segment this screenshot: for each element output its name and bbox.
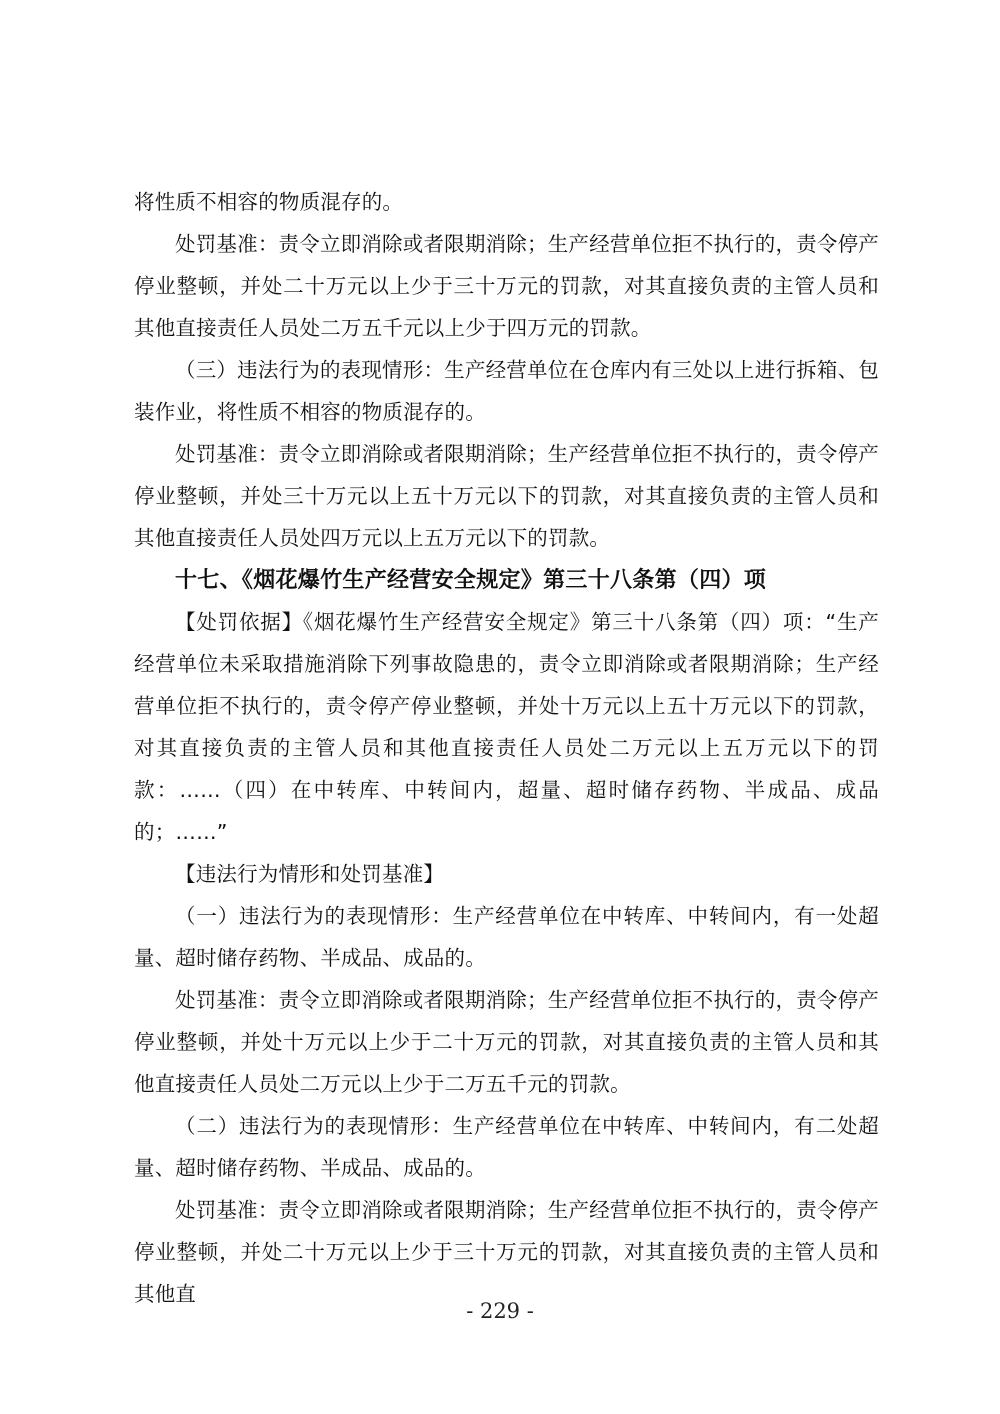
- paragraph-violation-case-3: （三）违法行为的表现情形：生产经营单位在仓库内有三处以上进行拆箱、包装作业，将性质不相容的物质混存的。: [134, 358, 879, 424]
- paragraph-subheading: 【违法行为情形和处罚基准】: [175, 862, 445, 886]
- paragraph-penalty-standard: 处罚基准：责令立即消除或者限期消除；生产经营单位拒不执行的，责令停产停业整顿，并处十万元以上少于二十万元的罚款，对其直接负责的主管人员和其他直接责任人员处二万元以上少于二万五千元的罚款。: [134, 988, 879, 1096]
- page-number: - 229 -: [466, 1299, 534, 1323]
- paragraph-penalty-standard: 处罚基准：责令立即消除或者限期消除；生产经营单位拒不执行的，责令停产停业整顿，并处三十万元以上五十万元以下的罚款，对其直接负责的主管人员和其他直接责任人员处四万元以上五万元以下的罚款。: [134, 442, 879, 550]
- page-body: [134, 181, 879, 1315]
- paragraph-violation-case-1: （一）违法行为的表现情形：生产经营单位在中转库、中转间内，有一处超量、超时储存药物、半成品、成品的。: [134, 904, 879, 970]
- paragraph-violation-case-2: （二）违法行为的表现情形：生产经营单位在中转库、中转间内，有二处超量、超时储存药物、半成品、成品的。: [134, 1114, 879, 1180]
- paragraph-legal-basis: 【处罚依据】《烟花爆竹生产经营安全规定》第三十八条第（四）项：“生产经营单位未采取措施消除下列事故隐患的，责令立即消除或者限期消除；生产经营单位拒不执行的，责令停产停业整顿，并处十万元以上五十万元以下的罚款，对其直接负责的主管人员和其他直接责任人员处二万元以上五万元以下的罚款：……（四）在中转库、中转间内，超量、超时储存药物、半成品、成品的；……”: [134, 610, 879, 844]
- paragraph-penalty-standard: 处罚基准：责令立即消除或者限期消除；生产经营单位拒不执行的，责令停产停业整顿，并处二十万元以上少于三十万元的罚款，对其直接负责的主管人员和其他直: [134, 1198, 879, 1306]
- paragraph-penalty-standard: 处罚基准：责令立即消除或者限期消除；生产经营单位拒不执行的，责令停产停业整顿，并处二十万元以上少于三十万元的罚款，对其直接负责的主管人员和其他直接责任人员处二万五千元以上少于四万元的罚款。: [134, 232, 879, 340]
- section-heading: 十七、《烟花爆竹生产经营安全规定》第三十八条第（四）项: [175, 567, 767, 593]
- paragraph-continuation: 将性质不相容的物质混存的。: [134, 190, 404, 214]
